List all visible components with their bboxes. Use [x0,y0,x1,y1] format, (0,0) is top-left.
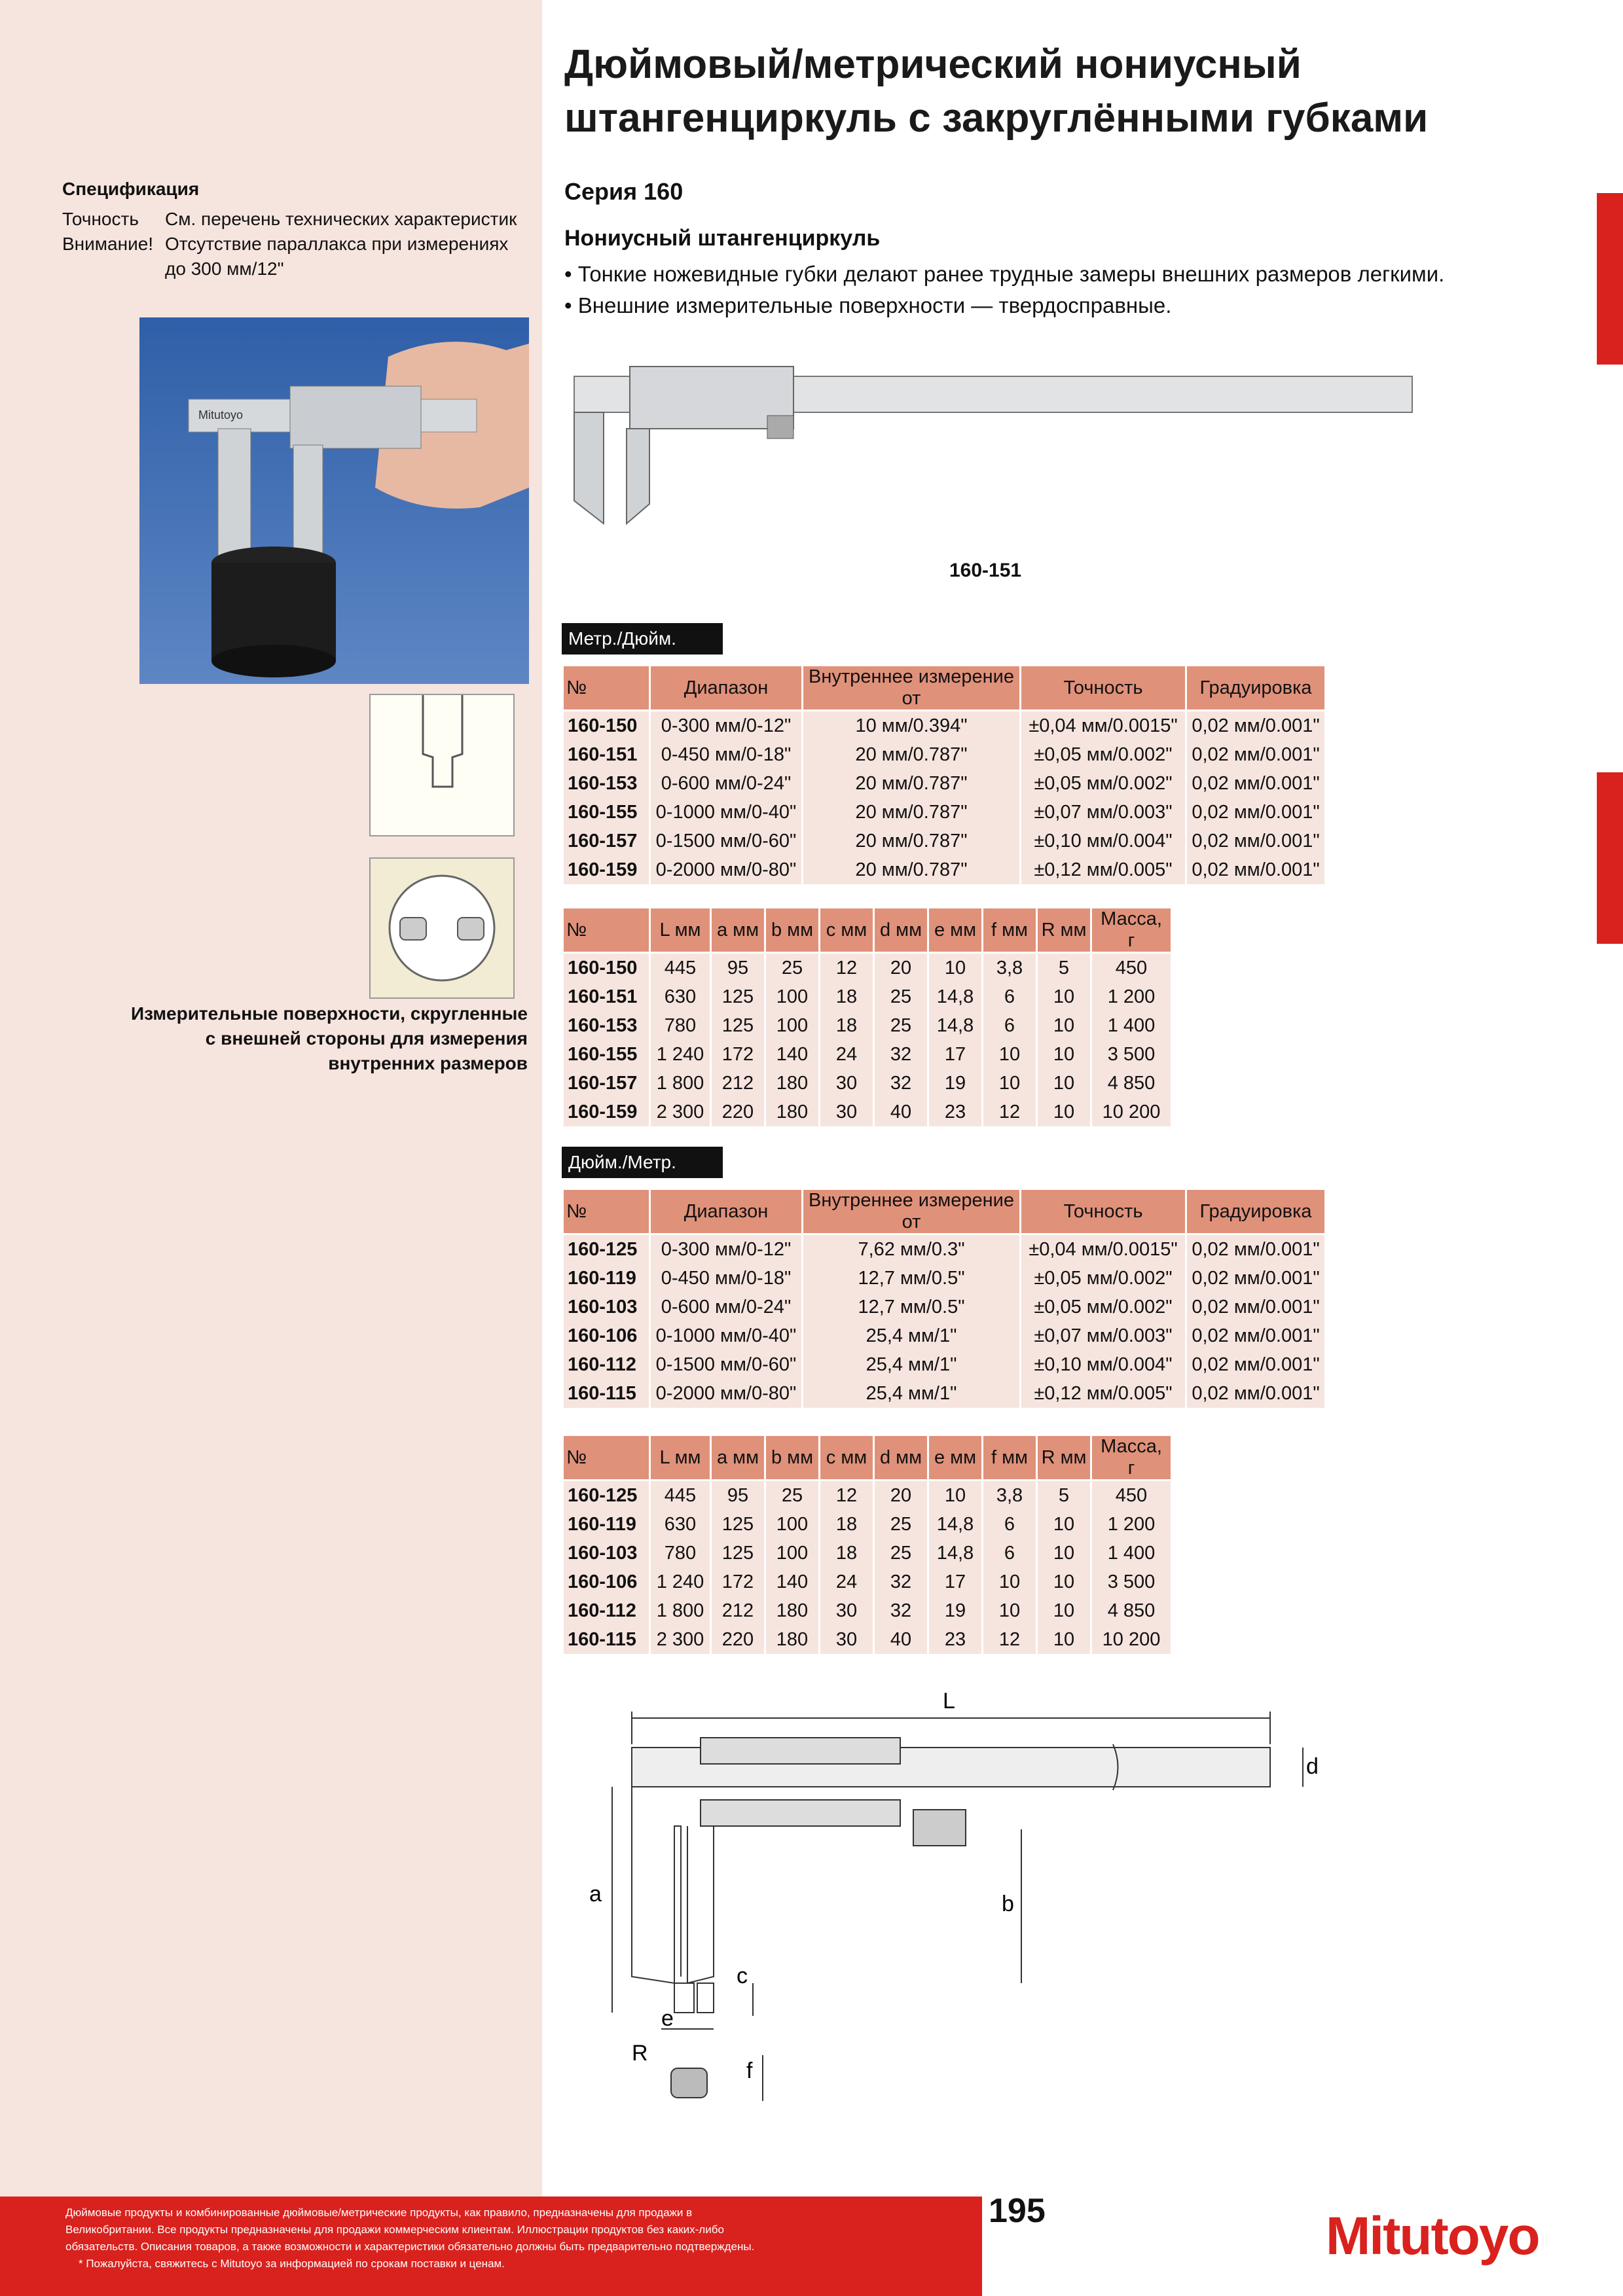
table-cell: 10 [983,1069,1036,1098]
table-cell: 10 мм/0.394" [803,711,1019,740]
column-header: Точность [1021,666,1185,711]
table-cell: 125 [712,982,764,1011]
column-header: Диапазон [651,666,801,711]
section-badge-inch: Дюйм./Метр. [562,1147,723,1178]
dim-label-e: e [661,2006,674,2031]
table-cell: 14,8 [929,1011,981,1040]
table-cell: ±0,12 мм/0.005" [1021,1379,1185,1408]
table-cell: 445 [651,954,710,982]
column-header: e мм [929,908,981,954]
table-cell: 780 [651,1539,710,1568]
column-header: c мм [820,908,873,954]
table-cell: 160-157 [564,1069,649,1098]
table-cell: 100 [766,1011,818,1040]
column-header: b мм [766,1436,818,1481]
table-row [564,1596,1171,1625]
column-header: Градуировка [1187,666,1324,711]
table-cell: 160-119 [564,1510,649,1539]
table-row [564,711,1324,740]
footer-line: обязательств. Описания товаров, а также возможности и характеристики обязательно должны быть предварительно подтверждены. [65,2240,755,2253]
table-cell: 23 [929,1098,981,1126]
table-cell: 95 [712,954,764,982]
table-cell: 40 [875,1625,927,1654]
table-cell: 10 200 [1092,1625,1171,1654]
table-row [564,855,1324,884]
table-cell: 30 [820,1596,873,1625]
column-header: Масса, г [1092,908,1171,954]
table-cell: 220 [712,1625,764,1654]
footer-note: * Пожалуйста, свяжитесь с Mitutoyo за информацией по срокам поставки и ценам. [79,2257,505,2270]
table-cell: 0-450 мм/0-18" [651,1264,801,1293]
table-cell: 160-106 [564,1568,649,1596]
table-cell: 172 [712,1568,764,1596]
column-header: d мм [875,1436,927,1481]
table-cell: 95 [712,1481,764,1510]
table-cell: 212 [712,1596,764,1625]
table-cell: ±0,10 мм/0.004" [1021,1350,1185,1379]
table-cell: 25,4 мм/1" [803,1379,1019,1408]
table-cell: 3 500 [1092,1040,1171,1069]
table-cell: 40 [875,1098,927,1126]
table-cell: 4 850 [1092,1069,1171,1098]
table-cell: 10 [1038,1510,1090,1539]
column-header: R мм [1038,1436,1090,1481]
table-cell: 20 мм/0.787" [803,855,1019,884]
table-row [564,1625,1171,1654]
table-cell: 12,7 мм/0.5" [803,1264,1019,1293]
table-cell: 5 [1038,1481,1090,1510]
table-cell: 100 [766,982,818,1011]
spec-key: Точность [62,209,139,229]
jaw-detail-front [369,857,515,999]
table-cell: ±0,05 мм/0.002" [1021,769,1185,798]
table-cell: 1 800 [651,1069,710,1098]
table-cell: 0,02 мм/0.001" [1187,1293,1324,1321]
column-header: Диапазон [651,1190,801,1235]
table-cell: 160-153 [564,769,649,798]
table-cell: 18 [820,1539,873,1568]
table-cell: 0,02 мм/0.001" [1187,1235,1324,1264]
table-cell: 0-300 мм/0-12" [651,711,801,740]
table-cell: 160-112 [564,1596,649,1625]
table-cell: 160-103 [564,1539,649,1568]
brand-logo: Mitutoyo [1326,2206,1539,2266]
table-cell: 160-155 [564,798,649,827]
footer-line: Дюймовые продукты и комбинированные дюймовые/метрические продукты, как правило, предназначены для продажи в [65,2206,693,2219]
table-cell: 24 [820,1568,873,1596]
column-header: Градуировка [1187,1190,1324,1235]
table-row [564,1350,1324,1379]
table-row [564,1011,1171,1040]
table-cell: 10 [983,1568,1036,1596]
subtitle: Нониусный штангенциркуль [564,226,881,251]
table-cell: 160-150 [564,954,649,982]
table-cell: 14,8 [929,1539,981,1568]
column-header: Внутреннее измерение от [803,1190,1019,1235]
dim-label-c: c [737,1964,748,1988]
footer-disclaimer [0,2197,982,2296]
table-row [564,740,1324,769]
table-cell: 20 мм/0.787" [803,740,1019,769]
table-cell: 14,8 [929,982,981,1011]
column-header: b мм [766,908,818,954]
table-cell: 125 [712,1011,764,1040]
table-cell: 0,02 мм/0.001" [1187,711,1324,740]
table-cell: 212 [712,1069,764,1098]
table-row [564,1264,1324,1293]
column-header: L мм [651,1436,710,1481]
table-cell: 25,4 мм/1" [803,1321,1019,1350]
table-cell: 160-112 [564,1350,649,1379]
table-cell: 18 [820,982,873,1011]
column-header: R мм [1038,908,1090,954]
table-cell: 2 300 [651,1098,710,1126]
table-cell: 160-115 [564,1625,649,1654]
table-cell: 160-106 [564,1321,649,1350]
table-cell: 20 [875,954,927,982]
table-cell: 2 300 [651,1625,710,1654]
feature-item: • Тонкие ножевидные губки делают ранее трудные замеры внешних размеров легкими. [564,259,1444,290]
table-cell: 172 [712,1040,764,1069]
table-cell: 160-155 [564,1040,649,1069]
table-cell: 0,02 мм/0.001" [1187,1379,1324,1408]
table-cell: 160-153 [564,1011,649,1040]
table-cell: 0,02 мм/0.001" [1187,827,1324,855]
table-cell: 1 800 [651,1596,710,1625]
table-cell: 30 [820,1098,873,1126]
table-cell: 12 [820,1481,873,1510]
column-header: Внутреннее измерение от [803,666,1019,711]
table-cell: 32 [875,1069,927,1098]
table-row [564,769,1324,798]
column-header: № [564,1436,649,1481]
table-cell: 1 200 [1092,982,1171,1011]
table-cell: 160-151 [564,740,649,769]
column-header: Точность [1021,1190,1185,1235]
table-cell: 180 [766,1069,818,1098]
table-cell: 23 [929,1625,981,1654]
footer-line: Великобритании. Все продукты предназначены для продажи коммерческим клиентам. Иллюстрации продуктов без каких-либо [65,2223,724,2236]
table-cell: 0-600 мм/0-24" [651,769,801,798]
dim-label-R: R [632,2041,648,2066]
table-cell: 25 [875,1539,927,1568]
table-cell: 10 [1038,1069,1090,1098]
table-row [564,982,1171,1011]
table-cell: 6 [983,982,1036,1011]
spec-heading: Спецификация [62,179,200,199]
table-cell: ±0,04 мм/0.0015" [1021,1235,1185,1264]
table-cell: 6 [983,1011,1036,1040]
feature-list [564,259,1444,321]
table-cell: ±0,04 мм/0.0015" [1021,711,1185,740]
dim-label-f: f [746,2058,753,2083]
table-cell: 125 [712,1539,764,1568]
table-cell: 0,02 мм/0.001" [1187,855,1324,884]
table-row [564,1040,1171,1069]
table-cell: 0-1500 мм/0-60" [651,827,801,855]
table-cell: 4 850 [1092,1596,1171,1625]
table-cell: 20 мм/0.787" [803,798,1019,827]
dim-label-d: d [1306,1754,1319,1779]
table-cell: 5 [1038,954,1090,982]
table-cell: 20 [875,1481,927,1510]
table-row [564,798,1324,827]
table-cell: 180 [766,1596,818,1625]
table-cell: 3,8 [983,954,1036,982]
table-row [564,1481,1171,1510]
table-cell: 100 [766,1510,818,1539]
table-cell: 0-2000 мм/0-80" [651,1379,801,1408]
column-header: e мм [929,1436,981,1481]
table-cell: 140 [766,1040,818,1069]
table-cell: 10 [1038,1539,1090,1568]
photo-brand-label: Mitutoyo [198,408,244,422]
table-cell: 0-300 мм/0-12" [651,1235,801,1264]
table-cell: 125 [712,1510,764,1539]
table-cell: 0,02 мм/0.001" [1187,1350,1324,1379]
table-cell: 160-150 [564,711,649,740]
table-cell: 10 [1038,1625,1090,1654]
column-header: c мм [820,1436,873,1481]
column-header: a мм [712,1436,764,1481]
table-cell: 0,02 мм/0.001" [1187,740,1324,769]
table-cell: 450 [1092,1481,1171,1510]
spec-value: Отсутствие параллакса при измерениях до 300 мм/12" [165,234,509,279]
column-header: d мм [875,908,927,954]
table-cell: ±0,10 мм/0.004" [1021,827,1185,855]
table-cell: 0,02 мм/0.001" [1187,798,1324,827]
dim-label-L: L [943,1689,955,1713]
table-cell: 17 [929,1040,981,1069]
table-cell: 30 [820,1069,873,1098]
table-cell: 0-1500 мм/0-60" [651,1350,801,1379]
table-cell: 0,02 мм/0.001" [1187,1264,1324,1293]
table-cell: 10 [1038,1040,1090,1069]
table-cell: 7,62 мм/0.3" [803,1235,1019,1264]
table-cell: 10 [929,1481,981,1510]
table-cell: 0-450 мм/0-18" [651,740,801,769]
column-header: № [564,1190,649,1235]
table-cell: 25 [875,1510,927,1539]
table-row [564,1510,1171,1539]
table-cell: 12,7 мм/0.5" [803,1293,1019,1321]
table-cell: 14,8 [929,1510,981,1539]
table-cell: 1 400 [1092,1539,1171,1568]
table-cell: 32 [875,1568,927,1596]
table-cell: 220 [712,1098,764,1126]
table-cell: 1 240 [651,1568,710,1596]
table-cell: 0-2000 мм/0-80" [651,855,801,884]
table-cell: 25,4 мм/1" [803,1350,1019,1379]
table-cell: 160-119 [564,1264,649,1293]
inch-spec-table [562,1190,1326,1408]
spec-block [62,177,532,281]
table-row [564,1235,1324,1264]
table-cell: 0,02 мм/0.001" [1187,769,1324,798]
table-cell: 160-157 [564,827,649,855]
table-cell: 450 [1092,954,1171,982]
column-header: a мм [712,908,764,954]
column-header: f мм [983,1436,1036,1481]
table-cell: 10 [929,954,981,982]
table-cell: 25 [766,1481,818,1510]
page-title: Дюймовый/метрический нониусный штангенциркуль с закруглёнными губками [564,42,1429,141]
table-cell: 18 [820,1510,873,1539]
table-cell: 25 [766,954,818,982]
table-cell: 160-151 [564,982,649,1011]
table-cell: 10 [1038,982,1090,1011]
table-row [564,1069,1171,1098]
column-header: Масса, г [1092,1436,1171,1481]
table-cell: 160-159 [564,1098,649,1126]
table-cell: 6 [983,1539,1036,1568]
table-cell: 3,8 [983,1481,1036,1510]
table-cell: 32 [875,1596,927,1625]
table-cell: 1 240 [651,1040,710,1069]
table-cell: 160-125 [564,1235,649,1264]
table-cell: 180 [766,1625,818,1654]
column-header: № [564,666,649,711]
table-cell: 18 [820,1011,873,1040]
inch-dim-table [562,1436,1173,1654]
detail-caption: Измерительные поверхности, скругленные с внешней стороны для измерения внутренних размеров [130,1003,528,1073]
table-cell: 0,02 мм/0.001" [1187,1321,1324,1350]
feature-item: • Внешние измерительные поверхности — твердосправные. [564,290,1444,321]
section-tab-mid [1597,772,1623,944]
table-cell: ±0,07 мм/0.003" [1021,1321,1185,1350]
table-cell: 1 400 [1092,1011,1171,1040]
table-cell: 0-1000 мм/0-40" [651,1321,801,1350]
table-cell: 6 [983,1510,1036,1539]
table-row [564,1098,1171,1126]
table-cell: 24 [820,1040,873,1069]
table-cell: 20 мм/0.787" [803,769,1019,798]
metric-dim-table [562,908,1173,1126]
table-cell: 10 [1038,1596,1090,1625]
table-cell: 1 200 [1092,1510,1171,1539]
table-row [564,1321,1324,1350]
dim-label-a: a [589,1882,602,1907]
table-cell: ±0,05 мм/0.002" [1021,1264,1185,1293]
spec-key: Внимание! [62,234,154,254]
column-header: № [564,908,649,954]
page-number: 195 [989,2192,1046,2230]
table-cell: 12 [983,1098,1036,1126]
metric-spec-table [562,666,1326,884]
image-caption: 160-151 [949,560,1022,581]
table-cell: 17 [929,1568,981,1596]
table-cell: 160-159 [564,855,649,884]
table-cell: 160-115 [564,1379,649,1408]
caliper-image [564,353,1415,550]
table-row [564,1568,1171,1596]
table-cell: 20 мм/0.787" [803,827,1019,855]
spec-value: См. перечень технических характеристик [165,209,517,229]
table-cell: 780 [651,1011,710,1040]
table-cell: 10 [983,1040,1036,1069]
table-cell: 10 200 [1092,1098,1171,1126]
table-cell: 445 [651,1481,710,1510]
table-row [564,1293,1324,1321]
table-cell: 630 [651,982,710,1011]
dim-label-b: b [1002,1892,1014,1916]
table-cell: 160-125 [564,1481,649,1510]
table-cell: 10 [1038,1568,1090,1596]
table-cell: ±0,12 мм/0.005" [1021,855,1185,884]
table-cell: 180 [766,1098,818,1126]
table-cell: ±0,05 мм/0.002" [1021,740,1185,769]
table-cell: 10 [1038,1098,1090,1126]
section-badge-metric: Метр./Дюйм. [562,623,723,655]
column-header: f мм [983,908,1036,954]
table-cell: 32 [875,1040,927,1069]
table-cell: 3 500 [1092,1568,1171,1596]
table-cell: 0-1000 мм/0-40" [651,798,801,827]
table-cell: 10 [1038,1011,1090,1040]
table-row [564,954,1171,982]
product-photo [139,317,529,684]
dimension-drawing [576,1676,1329,2173]
table-row [564,827,1324,855]
table-cell: 19 [929,1596,981,1625]
table-cell: 100 [766,1539,818,1568]
table-cell: 12 [983,1625,1036,1654]
jaw-detail-side [369,694,515,836]
table-cell: 0-600 мм/0-24" [651,1293,801,1321]
table-cell: 12 [820,954,873,982]
table-row [564,1539,1171,1568]
table-cell: 25 [875,1011,927,1040]
table-cell: 19 [929,1069,981,1098]
table-cell: ±0,05 мм/0.002" [1021,1293,1185,1321]
section-tab-top [1597,193,1623,365]
column-header: L мм [651,908,710,954]
table-cell: 140 [766,1568,818,1596]
table-row [564,1379,1324,1408]
table-cell: ±0,07 мм/0.003" [1021,798,1185,827]
series-label: Серия 160 [564,178,684,205]
table-cell: 10 [983,1596,1036,1625]
table-cell: 630 [651,1510,710,1539]
table-cell: 30 [820,1625,873,1654]
table-cell: 25 [875,982,927,1011]
table-cell: 160-103 [564,1293,649,1321]
